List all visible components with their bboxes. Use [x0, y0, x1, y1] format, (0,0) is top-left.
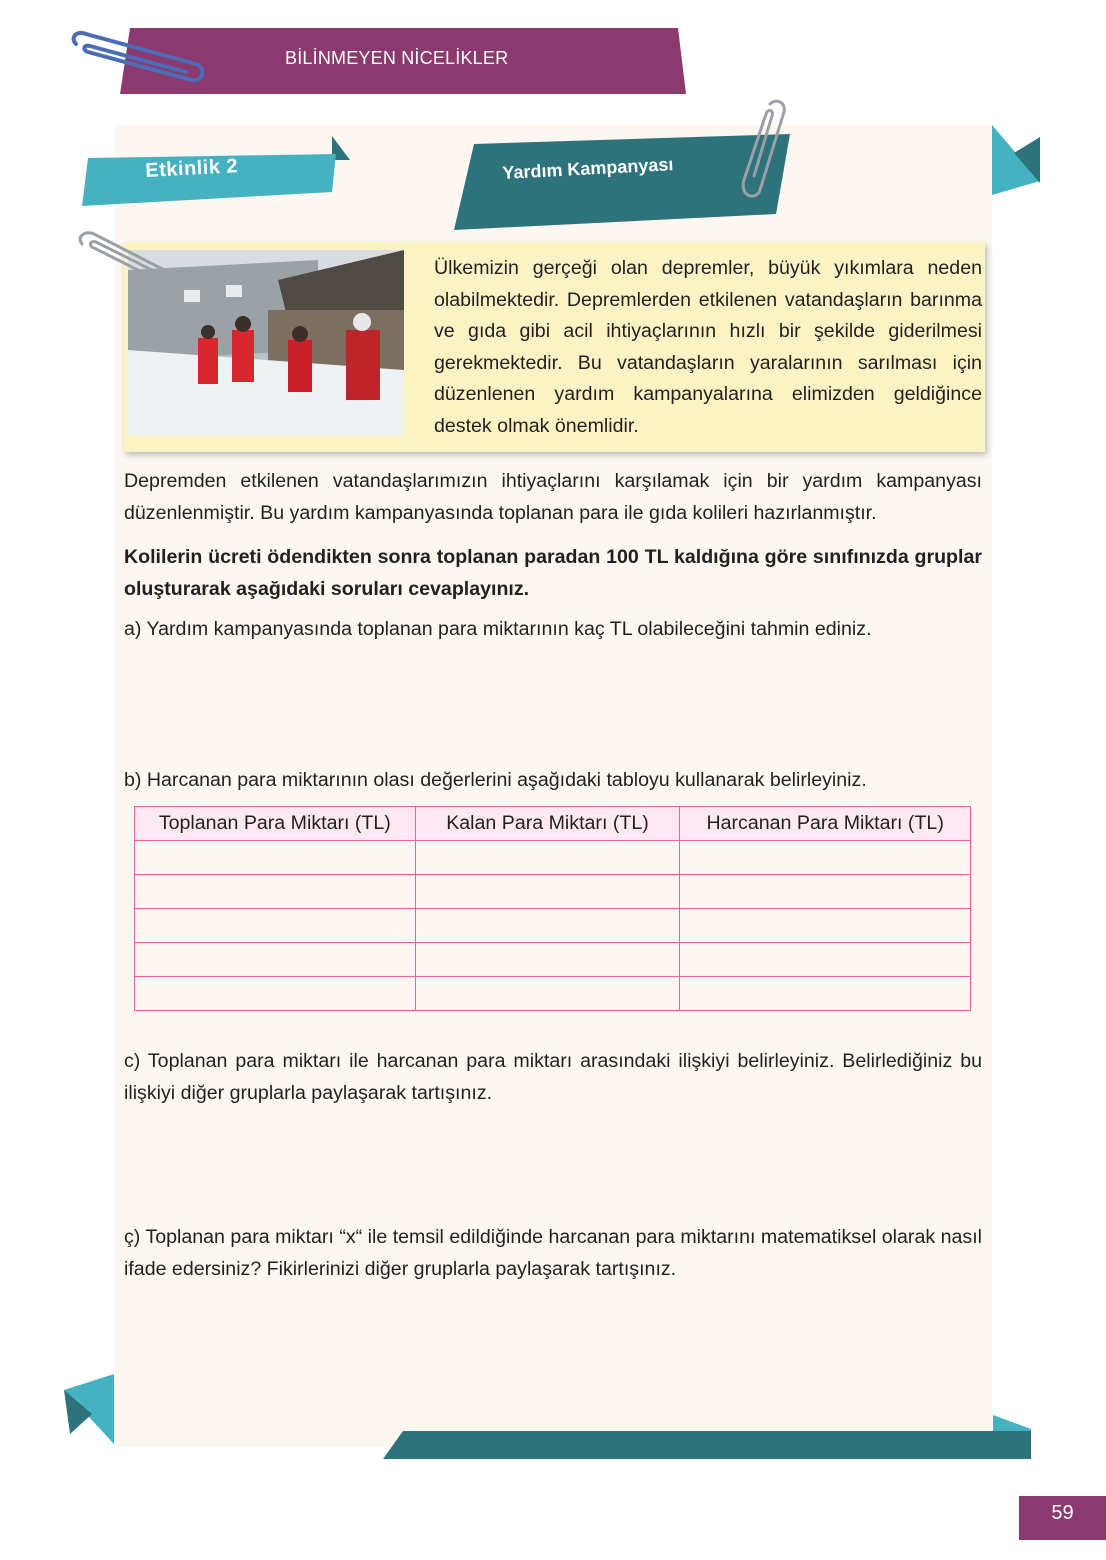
- table-header-cell: Kalan Para Miktarı (TL): [415, 807, 680, 841]
- question-cc: ç) Toplanan para miktarı “x“ ile temsil edildiğinde harcanan para miktarını matematiksel olarak nasıl ifade edersiniz? Fikirlerinizi diğer gruplarla paylaşarak tartışınız.: [124, 1226, 982, 1280]
- data-table: [134, 806, 971, 1011]
- table-row: [135, 977, 971, 1011]
- table-cell[interactable]: [135, 875, 416, 909]
- table-cell[interactable]: [415, 841, 680, 875]
- table-cell[interactable]: [135, 943, 416, 977]
- table-header-cell: Toplanan Para Miktarı (TL): [135, 807, 416, 841]
- chapter-title: BİLİNMEYEN NİCELİKLER: [285, 48, 509, 68]
- question-b: b) Harcanan para miktarının olası değerlerini aşağıdaki tabloyu kullanarak belirleyiniz.: [124, 769, 867, 791]
- bottom-band: [383, 1415, 1033, 1461]
- table-row: [135, 875, 971, 909]
- activity-label: Etkinlik 2: [144, 155, 239, 183]
- table-cell[interactable]: [680, 943, 971, 977]
- question-a: a) Yardım kampanyasında toplanan para miktarının kaç TL olabileceğini tahmin ediniz.: [124, 618, 872, 640]
- table-cell[interactable]: [135, 909, 416, 943]
- table-header-row: [135, 807, 971, 841]
- instruction-text: Kolilerin ücreti ödendikten sonra toplanan paradan 100 TL kaldığına göre sınıfınızda gruplar oluşturarak aşağıdaki soruları cevaplayınız.: [124, 546, 982, 600]
- paperclip-icon: [730, 96, 790, 200]
- question-c: c) Toplanan para miktarı ile harcanan para miktarı arasındaki ilişkiyi belirleyiniz. Belirlediğiniz bu ilişkiyi diğer gruplarla paylaşarak tartışınız.: [124, 1050, 982, 1104]
- table-cell[interactable]: [680, 977, 971, 1011]
- intro-text: Ülkemizin gerçeği olan depremler, büyük yıkımlara neden olabilmektedir. Depremlerden etkilenen vatandaşların barınma ve gıda gibi acil ihtiyaçlarının hızlı bir şekilde giderilmesi gerekmektedir. Bu vatandaşların yaralarının sarılması için düzenlenen yardım kampanyalarına elimizden geldiğince destek olmak önemlidir.: [434, 257, 982, 437]
- table-cell[interactable]: [680, 875, 971, 909]
- table-cell[interactable]: [680, 909, 971, 943]
- table-cell[interactable]: [135, 841, 416, 875]
- corner-bottom-left: [64, 1374, 116, 1446]
- table-row: [135, 943, 971, 977]
- table-cell[interactable]: [680, 841, 971, 875]
- table-cell[interactable]: [415, 875, 680, 909]
- corner-top-right: [992, 125, 1042, 197]
- paperclip-icon: [72, 230, 182, 290]
- table-cell[interactable]: [135, 977, 416, 1011]
- paperclip-icon: [68, 28, 208, 88]
- activity-title: Yardım Kampanyası: [501, 154, 674, 184]
- table-row: [135, 841, 971, 875]
- table-row: [135, 909, 971, 943]
- table-cell[interactable]: [415, 909, 680, 943]
- table-cell[interactable]: [415, 943, 680, 977]
- body-paragraph: Depremden etkilenen vatandaşlarımızın ihtiyaçlarını karşılamak için bir yardım kampanyası düzenlenmiştir. Bu yardım kampanyasında toplanan para ile gıda kolileri hazırlanmıştır.: [124, 470, 982, 524]
- table-cell[interactable]: [415, 977, 680, 1011]
- table-header-cell: Harcanan Para Miktarı (TL): [680, 807, 971, 841]
- page-number: 59: [1051, 1502, 1074, 1524]
